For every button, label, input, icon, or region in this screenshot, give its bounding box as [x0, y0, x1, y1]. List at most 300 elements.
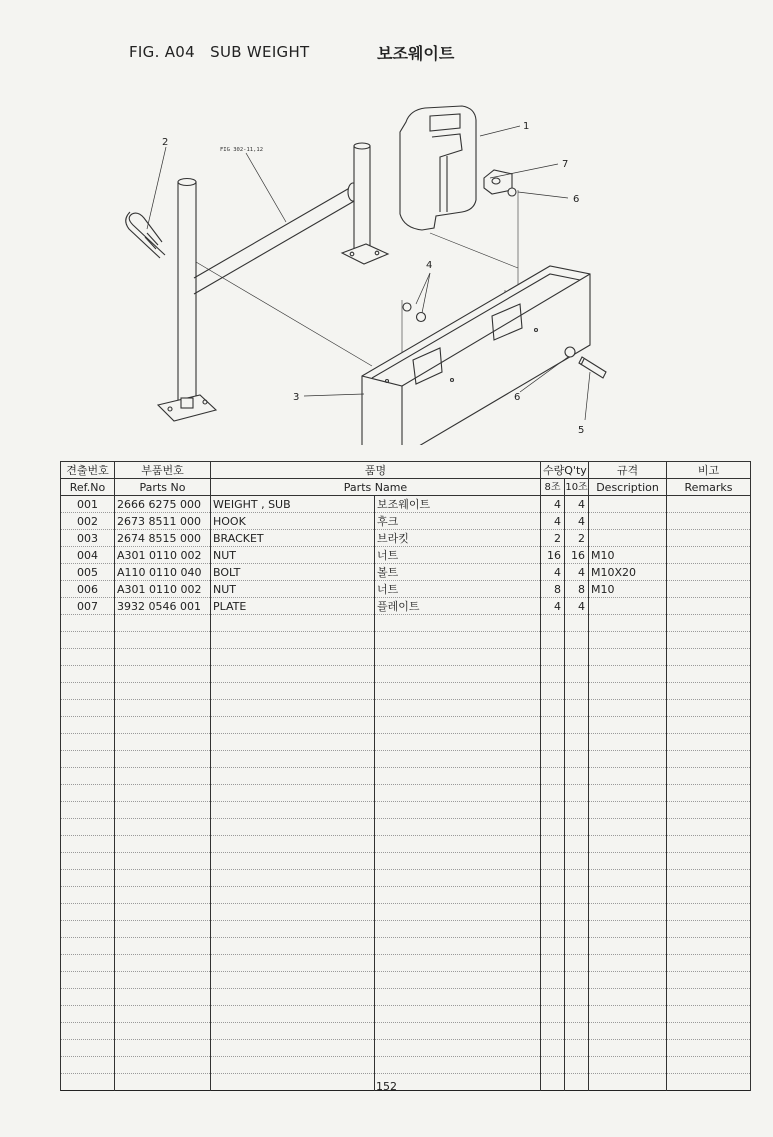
empty-cell — [375, 819, 541, 836]
empty-table-row — [61, 683, 751, 700]
col-parts-no-en: Parts No — [115, 479, 211, 496]
cell-part-no: 3932 0546 001 — [115, 598, 211, 615]
empty-cell — [667, 972, 751, 989]
cell-part-name-en: HOOK — [211, 513, 375, 530]
empty-cell — [565, 921, 589, 938]
empty-cell — [667, 734, 751, 751]
empty-cell — [61, 802, 115, 819]
cell-part-name-en: BOLT — [211, 564, 375, 581]
empty-cell — [61, 666, 115, 683]
empty-cell — [211, 734, 375, 751]
cell-qty-10: 2 — [565, 530, 589, 547]
empty-cell — [589, 666, 667, 683]
empty-cell — [115, 615, 211, 632]
empty-cell — [61, 904, 115, 921]
empty-cell — [61, 785, 115, 802]
empty-cell — [211, 802, 375, 819]
empty-cell — [667, 1023, 751, 1040]
empty-cell — [115, 666, 211, 683]
col-name-ko: 품명 — [211, 462, 541, 479]
empty-cell — [61, 1040, 115, 1057]
empty-table-row — [61, 802, 751, 819]
cell-description — [589, 513, 667, 530]
empty-cell — [115, 1040, 211, 1057]
empty-cell — [589, 819, 667, 836]
empty-cell — [565, 751, 589, 768]
empty-cell — [115, 836, 211, 853]
empty-cell — [541, 1006, 565, 1023]
empty-table-row — [61, 1057, 751, 1074]
empty-cell — [541, 955, 565, 972]
empty-cell — [541, 683, 565, 700]
callout-6a-label: 6 — [573, 194, 580, 205]
empty-cell — [211, 938, 375, 955]
empty-cell — [375, 853, 541, 870]
empty-cell — [565, 632, 589, 649]
cell-part-no: A301 0110 002 — [115, 547, 211, 564]
cell-description: M10 — [589, 547, 667, 564]
empty-table-row — [61, 700, 751, 717]
empty-cell — [667, 1040, 751, 1057]
empty-cell — [61, 870, 115, 887]
cell-qty-8: 4 — [541, 564, 565, 581]
empty-cell — [589, 802, 667, 819]
page-number: 152 — [376, 1080, 397, 1093]
cell-ref-no: 003 — [61, 530, 115, 547]
empty-cell — [667, 649, 751, 666]
empty-cell — [565, 853, 589, 870]
empty-cell — [211, 887, 375, 904]
empty-cell — [211, 632, 375, 649]
parts-table-body — [61, 496, 751, 1091]
empty-table-row — [61, 666, 751, 683]
empty-cell — [589, 717, 667, 734]
cell-part-name-ko: 보조웨이트 — [375, 496, 541, 513]
cell-qty-10: 4 — [565, 598, 589, 615]
empty-cell — [375, 632, 541, 649]
cell-remarks — [667, 547, 751, 564]
empty-cell — [375, 1057, 541, 1074]
empty-cell — [211, 649, 375, 666]
empty-cell — [375, 972, 541, 989]
cell-part-name-ko: 너트 — [375, 547, 541, 564]
empty-cell — [541, 717, 565, 734]
empty-table-row — [61, 853, 751, 870]
empty-cell — [565, 1057, 589, 1074]
cell-qty-8: 2 — [541, 530, 565, 547]
empty-cell — [565, 1023, 589, 1040]
empty-table-row — [61, 870, 751, 887]
reference-note: FIG 302-11,12 — [220, 147, 264, 153]
empty-cell — [61, 615, 115, 632]
empty-cell — [211, 1040, 375, 1057]
callout-5-label: 5 — [578, 425, 585, 436]
parts-list-table — [60, 461, 751, 1091]
empty-table-row — [61, 955, 751, 972]
empty-cell — [375, 1023, 541, 1040]
empty-cell — [211, 768, 375, 785]
empty-cell — [211, 717, 375, 734]
empty-cell — [589, 785, 667, 802]
table-row — [61, 530, 751, 547]
empty-cell — [589, 1023, 667, 1040]
empty-cell — [115, 819, 211, 836]
col-qty-ko: 수량Q'ty — [541, 462, 589, 479]
empty-cell — [61, 921, 115, 938]
empty-cell — [667, 836, 751, 853]
empty-cell — [375, 887, 541, 904]
empty-cell — [541, 1040, 565, 1057]
cell-description — [589, 496, 667, 513]
cell-part-name-ko: 플레이트 — [375, 598, 541, 615]
empty-cell — [115, 1006, 211, 1023]
hook-part — [126, 212, 165, 258]
empty-cell — [667, 904, 751, 921]
empty-cell — [667, 751, 751, 768]
empty-table-row — [61, 768, 751, 785]
empty-cell — [115, 870, 211, 887]
cell-qty-8: 16 — [541, 547, 565, 564]
cell-part-name-ko: 브라킷 — [375, 530, 541, 547]
table-header-korean — [61, 462, 751, 479]
empty-table-row — [61, 615, 751, 632]
empty-cell — [541, 649, 565, 666]
cell-part-no: 2666 6275 000 — [115, 496, 211, 513]
empty-cell — [565, 683, 589, 700]
empty-table-row — [61, 921, 751, 938]
empty-cell — [61, 1057, 115, 1074]
table-row — [61, 496, 751, 513]
empty-cell — [375, 870, 541, 887]
empty-cell — [589, 632, 667, 649]
empty-cell — [115, 853, 211, 870]
empty-cell — [667, 802, 751, 819]
empty-cell — [375, 1040, 541, 1057]
cell-ref-no: 002 — [61, 513, 115, 530]
cell-qty-8: 8 — [541, 581, 565, 598]
empty-table-row — [61, 1023, 751, 1040]
empty-cell — [61, 972, 115, 989]
empty-cell — [667, 615, 751, 632]
cell-ref-no: 006 — [61, 581, 115, 598]
empty-cell — [375, 683, 541, 700]
empty-cell — [375, 666, 541, 683]
empty-cell — [667, 955, 751, 972]
empty-cell — [61, 683, 115, 700]
empty-cell — [61, 734, 115, 751]
empty-cell — [375, 989, 541, 1006]
empty-table-row — [61, 1006, 751, 1023]
empty-cell — [589, 853, 667, 870]
empty-cell — [211, 921, 375, 938]
empty-cell — [667, 819, 751, 836]
empty-cell — [589, 938, 667, 955]
empty-cell — [375, 836, 541, 853]
empty-cell — [667, 700, 751, 717]
table-row — [61, 547, 751, 564]
empty-cell — [541, 734, 565, 751]
cell-part-no: 2674 8515 000 — [115, 530, 211, 547]
empty-cell — [211, 955, 375, 972]
empty-cell — [541, 887, 565, 904]
col-remarks-ko: 비고 — [667, 462, 751, 479]
empty-cell — [565, 887, 589, 904]
cell-qty-8: 4 — [541, 513, 565, 530]
exploded-parts-diagram — [0, 85, 773, 445]
empty-cell — [589, 751, 667, 768]
empty-cell — [589, 836, 667, 853]
empty-table-row — [61, 751, 751, 768]
empty-cell — [541, 853, 565, 870]
empty-cell — [211, 683, 375, 700]
empty-cell — [589, 615, 667, 632]
empty-cell — [565, 870, 589, 887]
empty-cell — [667, 1006, 751, 1023]
empty-cell — [375, 938, 541, 955]
empty-cell — [115, 632, 211, 649]
table-row — [61, 581, 751, 598]
callout-7-label: 7 — [562, 159, 569, 170]
empty-cell — [565, 972, 589, 989]
empty-cell — [589, 955, 667, 972]
base-box-part — [362, 266, 590, 445]
empty-cell — [565, 700, 589, 717]
empty-cell — [541, 785, 565, 802]
empty-cell — [375, 785, 541, 802]
empty-cell — [375, 649, 541, 666]
empty-cell — [565, 802, 589, 819]
empty-cell — [667, 870, 751, 887]
empty-cell — [61, 700, 115, 717]
empty-cell — [211, 1057, 375, 1074]
empty-cell — [565, 1006, 589, 1023]
cell-ref-no: 004 — [61, 547, 115, 564]
empty-cell — [589, 904, 667, 921]
empty-cell — [375, 768, 541, 785]
empty-cell — [541, 921, 565, 938]
empty-cell — [61, 989, 115, 1006]
empty-cell — [211, 853, 375, 870]
empty-cell — [211, 1006, 375, 1023]
empty-cell — [61, 955, 115, 972]
empty-cell — [115, 1057, 211, 1074]
cell-qty-10: 4 — [565, 496, 589, 513]
callout-2-label: 2 — [162, 137, 169, 148]
left-post — [158, 179, 216, 422]
empty-cell — [61, 768, 115, 785]
cell-description — [589, 598, 667, 615]
empty-cell — [589, 972, 667, 989]
cell-part-name-en: NUT — [211, 581, 375, 598]
empty-cell — [211, 615, 375, 632]
cell-remarks — [667, 513, 751, 530]
empty-cell — [211, 666, 375, 683]
table-row — [61, 513, 751, 530]
empty-cell — [565, 989, 589, 1006]
cell-part-no: 2673 8511 000 — [115, 513, 211, 530]
empty-cell — [565, 904, 589, 921]
empty-cell — [667, 717, 751, 734]
col-remarks-en: Remarks — [667, 479, 751, 496]
empty-cell — [541, 802, 565, 819]
empty-cell — [565, 836, 589, 853]
empty-cell — [211, 989, 375, 1006]
empty-cell — [115, 1023, 211, 1040]
empty-cell — [211, 904, 375, 921]
empty-cell — [667, 666, 751, 683]
cell-qty-8: 4 — [541, 496, 565, 513]
empty-cell — [211, 972, 375, 989]
col-parts-no-ko: 부품번호 — [115, 462, 211, 479]
callout-4-label: 4 — [426, 260, 433, 271]
empty-table-row — [61, 649, 751, 666]
cell-ref-no: 005 — [61, 564, 115, 581]
empty-cell — [61, 836, 115, 853]
empty-table-row — [61, 938, 751, 955]
empty-table-row — [61, 785, 751, 802]
cell-description — [589, 530, 667, 547]
empty-cell — [61, 1023, 115, 1040]
cell-ref-no: 007 — [61, 598, 115, 615]
empty-table-row — [61, 836, 751, 853]
col-qty-10: 10조 — [565, 479, 589, 496]
cell-qty-8: 4 — [541, 598, 565, 615]
cell-qty-10: 16 — [565, 547, 589, 564]
empty-cell — [61, 887, 115, 904]
empty-table-row — [61, 887, 751, 904]
empty-cell — [565, 938, 589, 955]
empty-cell — [667, 887, 751, 904]
empty-cell — [115, 649, 211, 666]
empty-cell — [541, 768, 565, 785]
cell-part-name-en: PLATE — [211, 598, 375, 615]
empty-cell — [211, 870, 375, 887]
col-spec-ko: 규격 — [589, 462, 667, 479]
empty-cell — [61, 938, 115, 955]
callout-6b-label: 6 — [514, 392, 521, 403]
empty-cell — [211, 785, 375, 802]
cell-remarks — [667, 564, 751, 581]
empty-cell — [565, 649, 589, 666]
empty-cell — [61, 853, 115, 870]
empty-cell — [589, 1006, 667, 1023]
cell-remarks — [667, 530, 751, 547]
empty-cell — [667, 938, 751, 955]
cell-qty-10: 8 — [565, 581, 589, 598]
empty-cell — [115, 751, 211, 768]
empty-cell — [375, 717, 541, 734]
cell-qty-10: 4 — [565, 513, 589, 530]
table-header-english — [61, 479, 751, 496]
empty-cell — [115, 972, 211, 989]
empty-cell — [115, 921, 211, 938]
cell-part-name-ko: 후크 — [375, 513, 541, 530]
empty-cell — [115, 955, 211, 972]
empty-table-row — [61, 717, 751, 734]
cell-part-name-ko: 볼트 — [375, 564, 541, 581]
empty-cell — [667, 921, 751, 938]
empty-cell — [115, 734, 211, 751]
empty-cell — [211, 819, 375, 836]
empty-cell — [115, 768, 211, 785]
empty-cell — [667, 853, 751, 870]
empty-cell — [375, 1006, 541, 1023]
empty-cell — [115, 785, 211, 802]
empty-cell — [589, 870, 667, 887]
cell-description: M10X20 — [589, 564, 667, 581]
cell-part-name-en: BRACKET — [211, 530, 375, 547]
empty-cell — [565, 785, 589, 802]
cell-part-no: A301 0110 002 — [115, 581, 211, 598]
empty-cell — [589, 768, 667, 785]
empty-cell — [565, 615, 589, 632]
figure-title-korean: 보조웨이트 — [377, 44, 455, 63]
empty-cell — [565, 768, 589, 785]
table-row — [61, 564, 751, 581]
empty-cell — [61, 632, 115, 649]
empty-cell — [541, 751, 565, 768]
empty-cell — [589, 989, 667, 1006]
bolt-and-nut — [565, 347, 606, 378]
empty-cell — [61, 649, 115, 666]
cell-description: M10 — [589, 581, 667, 598]
col-qty-8: 8조 — [541, 479, 565, 496]
cell-part-name-en: NUT — [211, 547, 375, 564]
empty-table-row — [61, 1040, 751, 1057]
empty-cell — [375, 904, 541, 921]
empty-cell — [541, 836, 565, 853]
empty-cell — [541, 938, 565, 955]
col-ref-ko: 견출번호 — [61, 462, 115, 479]
empty-cell — [541, 904, 565, 921]
empty-cell — [115, 802, 211, 819]
empty-cell — [565, 955, 589, 972]
empty-cell — [115, 938, 211, 955]
empty-cell — [667, 632, 751, 649]
empty-cell — [61, 717, 115, 734]
empty-cell — [565, 1040, 589, 1057]
cell-remarks — [667, 496, 751, 513]
empty-cell — [589, 1040, 667, 1057]
cell-part-no: A110 0110 040 — [115, 564, 211, 581]
nut-6-top — [508, 188, 516, 196]
sub-weight-part — [400, 106, 476, 230]
empty-cell — [375, 921, 541, 938]
cell-ref-no: 001 — [61, 496, 115, 513]
empty-cell — [541, 819, 565, 836]
empty-cell — [589, 700, 667, 717]
col-name-en: Parts Name — [211, 479, 541, 496]
empty-cell — [667, 989, 751, 1006]
empty-cell — [211, 836, 375, 853]
empty-cell — [589, 1057, 667, 1074]
empty-cell — [541, 972, 565, 989]
empty-cell — [589, 683, 667, 700]
callout-3-label: 3 — [293, 392, 300, 403]
cell-qty-10: 4 — [565, 564, 589, 581]
empty-cell — [375, 615, 541, 632]
empty-cell — [115, 683, 211, 700]
empty-cell — [565, 819, 589, 836]
empty-cell — [667, 785, 751, 802]
empty-cell — [375, 751, 541, 768]
empty-cell — [667, 683, 751, 700]
col-spec-en: Description — [589, 479, 667, 496]
empty-table-row — [61, 972, 751, 989]
empty-cell — [541, 615, 565, 632]
figure-header — [129, 43, 729, 69]
empty-cell — [589, 887, 667, 904]
